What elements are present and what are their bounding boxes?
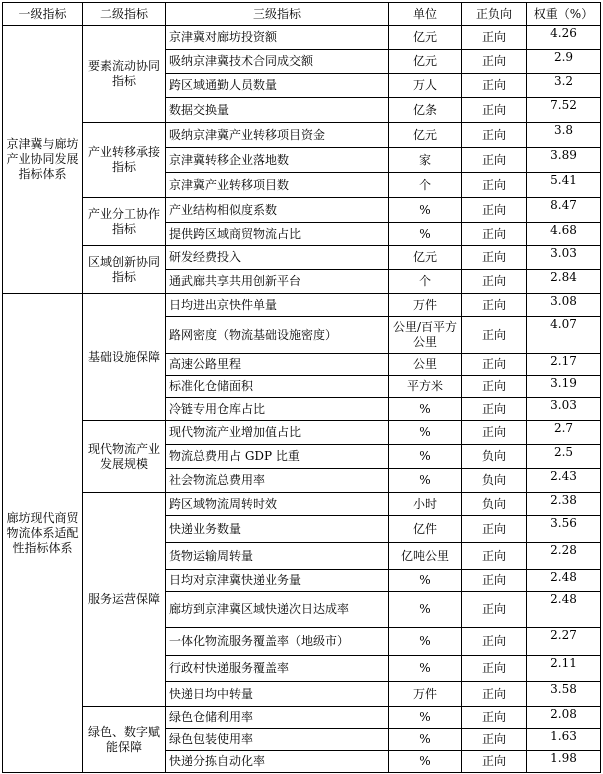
direction-cell: 正向	[462, 354, 527, 376]
indicator-cell: 高速公路里程	[166, 354, 389, 376]
indicator-cell: 廊坊到京津冀区域快递次日达成率	[166, 592, 389, 628]
weight-cell: 2.08	[527, 707, 601, 729]
weight-cell: 2.43	[527, 469, 601, 493]
level2-cell: 绿色、数字赋能保障	[83, 707, 166, 773]
weight-cell: 4.26	[527, 26, 601, 50]
unit-cell: %	[389, 570, 462, 592]
indicator-cell: 跨区域通勤人员数量	[166, 74, 389, 98]
unit-cell: 公里	[389, 354, 462, 376]
indicator-cell: 快递业务数量	[166, 516, 389, 543]
direction-cell: 负向	[462, 445, 527, 469]
level2-cell: 产业分工协作指标	[83, 198, 166, 246]
unit-cell: 万件	[389, 294, 462, 317]
unit-cell: %	[389, 707, 462, 729]
weight-cell: 5.41	[527, 173, 601, 198]
indicator-cell: 数据交换量	[166, 98, 389, 123]
indicator-cell: 绿色包装使用率	[166, 729, 389, 751]
indicator-cell: 绿色仓储利用率	[166, 707, 389, 729]
indicator-cell: 京津冀产业转移项目数	[166, 173, 389, 198]
level2-cell: 基础设施保障	[83, 294, 166, 421]
weight-cell: 2.38	[527, 493, 601, 516]
direction-cell: 正向	[462, 26, 527, 50]
indicator-cell: 标准化仓储面积	[166, 376, 389, 398]
direction-cell: 正向	[462, 729, 527, 751]
table-row	[3, 421, 601, 445]
direction-cell: 正向	[462, 628, 527, 656]
header-direction: 正负向	[462, 3, 527, 26]
unit-cell: %	[389, 445, 462, 469]
indicator-cell: 货物运输周转量	[166, 543, 389, 570]
direction-cell: 负向	[462, 469, 527, 493]
table-row	[3, 707, 601, 729]
weight-cell: 3.89	[527, 148, 601, 173]
direction-cell: 正向	[462, 123, 527, 148]
header-level3: 三级指标	[166, 3, 389, 26]
level2-cell: 要素流动协同指标	[83, 26, 166, 123]
table-row	[3, 26, 601, 50]
level2-cell: 产业转移承接指标	[83, 123, 166, 198]
weight-cell: 3.03	[527, 246, 601, 270]
level1-cell: 京津冀与廊坊产业协同发展指标体系	[3, 26, 83, 294]
weight-cell: 2.27	[527, 628, 601, 656]
direction-cell: 负向	[462, 493, 527, 516]
indicator-cell: 现代物流产业增加值占比	[166, 421, 389, 445]
unit-cell: %	[389, 198, 462, 223]
unit-cell: 亿元	[389, 50, 462, 74]
weight-cell: 2.48	[527, 570, 601, 592]
weight-cell: 2.17	[527, 354, 601, 376]
unit-cell: %	[389, 421, 462, 445]
direction-cell: 正向	[462, 50, 527, 74]
unit-cell: %	[389, 628, 462, 656]
weight-cell: 3.08	[527, 294, 601, 317]
direction-cell: 正向	[462, 294, 527, 317]
indicator-cell: 京津冀对廊坊投资额	[166, 26, 389, 50]
indicator-weight-table	[2, 2, 601, 773]
unit-cell: %	[389, 398, 462, 421]
table-row	[3, 246, 601, 270]
indicator-cell: 跨区域物流周转时效	[166, 493, 389, 516]
unit-cell: 亿吨公里	[389, 543, 462, 570]
direction-cell: 正向	[462, 198, 527, 223]
weight-cell: 7.52	[527, 98, 601, 123]
weight-cell: 3.2	[527, 74, 601, 98]
table-row	[3, 294, 601, 317]
unit-cell: 万人	[389, 74, 462, 98]
indicator-cell: 行政村快递服务覆盖率	[166, 656, 389, 682]
direction-cell: 正向	[462, 74, 527, 98]
indicator-cell: 日均进出京快件单量	[166, 294, 389, 317]
direction-cell: 正向	[462, 516, 527, 543]
level2-cell: 区域创新协同指标	[83, 246, 166, 294]
unit-cell: %	[389, 469, 462, 493]
level1-cell: 廊坊现代商贸物流体系适配性指标体系	[3, 294, 83, 773]
indicator-cell: 吸纳京津冀产业转移项目资金	[166, 123, 389, 148]
header-level1: 一级指标	[3, 3, 83, 26]
table-row	[3, 493, 601, 516]
unit-cell: 公里/百平方公里	[389, 317, 462, 354]
weight-cell: 3.56	[527, 516, 601, 543]
direction-cell: 正向	[462, 148, 527, 173]
table-header-row	[3, 3, 601, 26]
direction-cell: 正向	[462, 317, 527, 354]
indicator-cell: 京津冀转移企业落地数	[166, 148, 389, 173]
direction-cell: 正向	[462, 376, 527, 398]
direction-cell: 正向	[462, 246, 527, 270]
level2-cell: 现代物流产业发展规模	[83, 421, 166, 493]
direction-cell: 正向	[462, 592, 527, 628]
unit-cell: 个	[389, 270, 462, 294]
weight-cell: 2.84	[527, 270, 601, 294]
level2-cell: 服务运营保障	[83, 493, 166, 707]
weight-cell: 2.48	[527, 592, 601, 628]
direction-cell: 正向	[462, 543, 527, 570]
indicator-cell: 日均对京津冀快递业务量	[166, 570, 389, 592]
unit-cell: 亿元	[389, 26, 462, 50]
unit-cell: %	[389, 656, 462, 682]
weight-cell: 2.5	[527, 445, 601, 469]
header-unit: 单位	[389, 3, 462, 26]
weight-cell: 1.63	[527, 729, 601, 751]
direction-cell: 正向	[462, 398, 527, 421]
header-weight: 权重（%）	[527, 3, 601, 26]
unit-cell: 亿条	[389, 98, 462, 123]
indicator-cell: 吸纳京津冀技术合同成交额	[166, 50, 389, 74]
unit-cell: %	[389, 729, 462, 751]
indicator-cell: 冷链专用仓库占比	[166, 398, 389, 421]
unit-cell: 万件	[389, 682, 462, 707]
direction-cell: 正向	[462, 270, 527, 294]
indicator-cell: 提供跨区域商贸物流占比	[166, 223, 389, 246]
weight-cell: 8.47	[527, 198, 601, 223]
direction-cell: 正向	[462, 707, 527, 729]
direction-cell: 正向	[462, 656, 527, 682]
weight-cell: 2.7	[527, 421, 601, 445]
indicator-cell: 物流总费用占 GDP 比重	[166, 445, 389, 469]
weight-cell: 4.68	[527, 223, 601, 246]
unit-cell: 小时	[389, 493, 462, 516]
indicator-cell: 快递分拣自动化率	[166, 751, 389, 773]
direction-cell: 正向	[462, 570, 527, 592]
unit-cell: %	[389, 751, 462, 773]
direction-cell: 正向	[462, 173, 527, 198]
indicator-cell: 一体化物流服务覆盖率（地级市）	[166, 628, 389, 656]
unit-cell: 个	[389, 173, 462, 198]
unit-cell: 亿元	[389, 123, 462, 148]
weight-cell: 3.8	[527, 123, 601, 148]
direction-cell: 正向	[462, 223, 527, 246]
unit-cell: 亿件	[389, 516, 462, 543]
indicator-cell: 快递日均中转量	[166, 682, 389, 707]
weight-cell: 1.98	[527, 751, 601, 773]
indicator-cell: 路网密度（物流基础设施密度）	[166, 317, 389, 354]
weight-cell: 2.11	[527, 656, 601, 682]
weight-cell: 2.9	[527, 50, 601, 74]
indicator-cell: 研发经费投入	[166, 246, 389, 270]
table-row	[3, 198, 601, 223]
weight-cell: 2.28	[527, 543, 601, 570]
unit-cell: %	[389, 223, 462, 246]
unit-cell: 亿元	[389, 246, 462, 270]
weight-cell: 3.19	[527, 376, 601, 398]
unit-cell: %	[389, 592, 462, 628]
direction-cell: 正向	[462, 421, 527, 445]
indicator-cell: 产业结构相似度系数	[166, 198, 389, 223]
table-row	[3, 123, 601, 148]
unit-cell: 家	[389, 148, 462, 173]
direction-cell: 正向	[462, 98, 527, 123]
direction-cell: 正向	[462, 751, 527, 773]
header-level2: 二级指标	[83, 3, 166, 26]
weight-cell: 4.07	[527, 317, 601, 354]
indicator-cell: 社会物流总费用率	[166, 469, 389, 493]
weight-cell: 3.58	[527, 682, 601, 707]
weight-cell: 3.03	[527, 398, 601, 421]
direction-cell: 正向	[462, 682, 527, 707]
unit-cell: 平方米	[389, 376, 462, 398]
indicator-cell: 通武廊共享共用创新平台	[166, 270, 389, 294]
